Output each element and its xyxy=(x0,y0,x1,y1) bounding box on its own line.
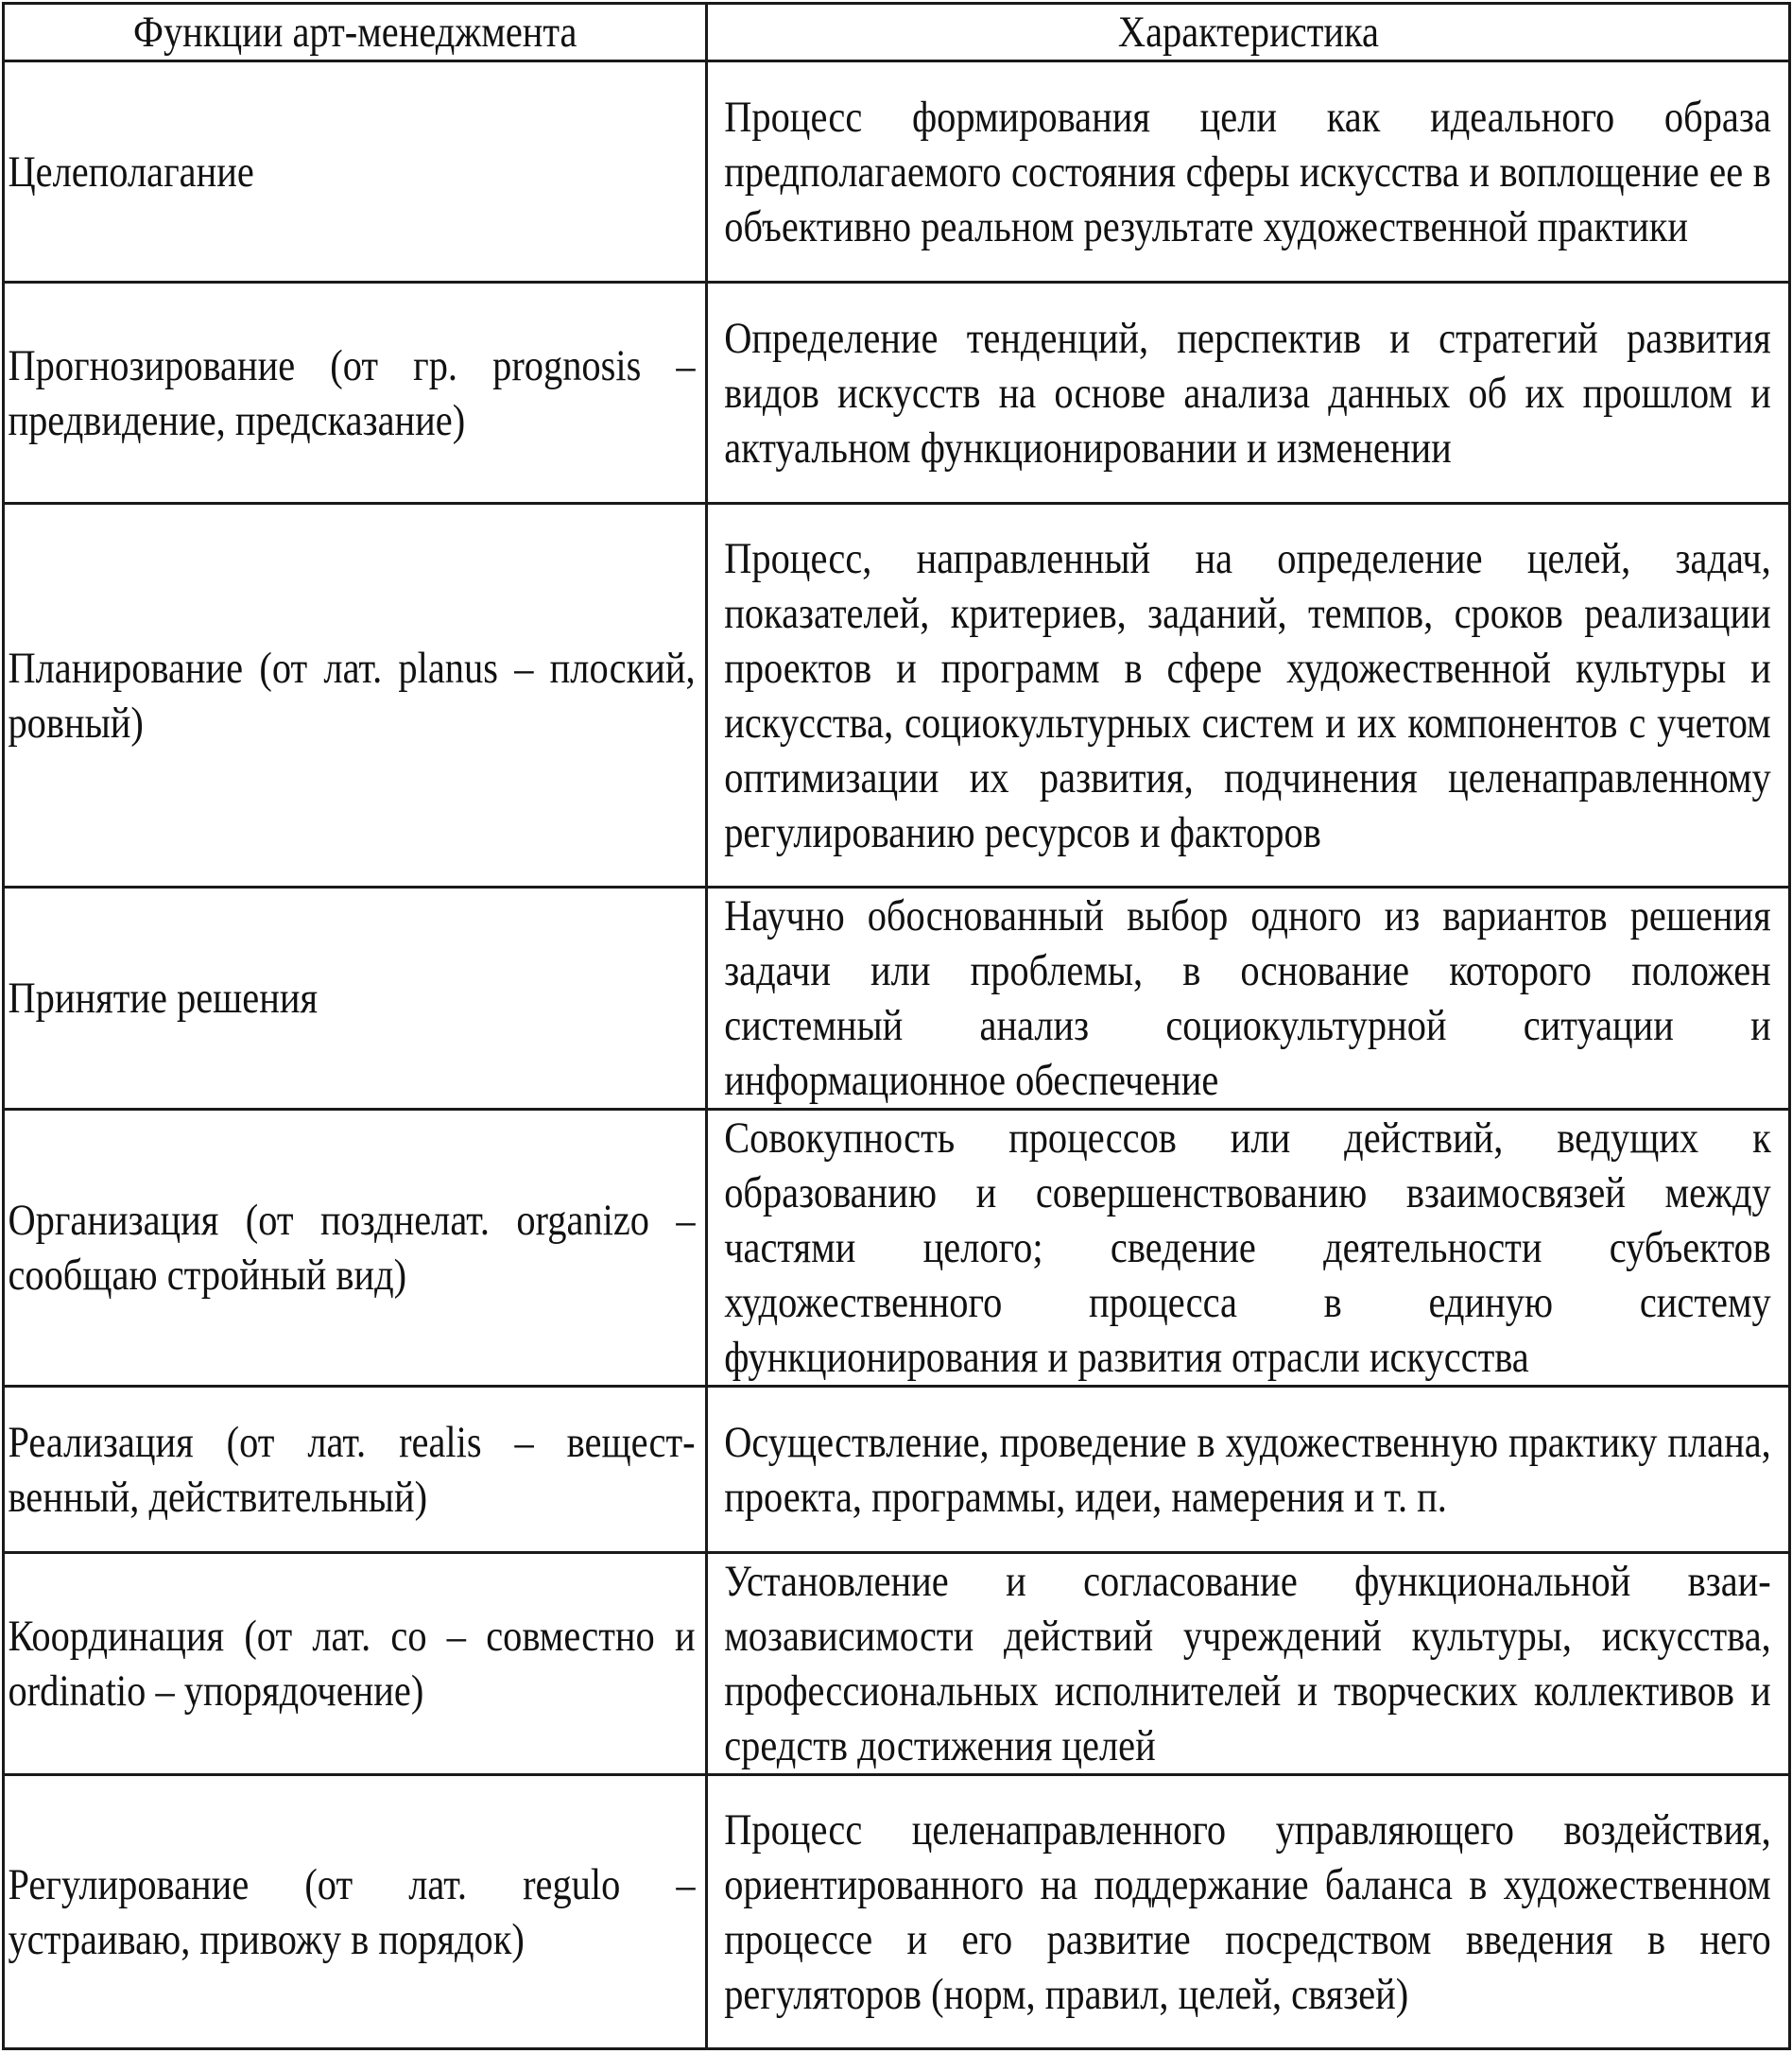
function-name: Организация (от позднелат. organizo – сообщаю стройный вид) xyxy=(8,1196,696,1300)
table-row xyxy=(4,888,1790,1110)
function-cell xyxy=(4,1110,707,1387)
column-header-label: Характеристика xyxy=(1117,8,1379,57)
function-description: Определение тенденций, перспектив и стратегий развития видов искусств на основе анализа данных об их прошлом и актуальном функционировании и изменении xyxy=(724,313,1771,473)
description-cell xyxy=(707,504,1790,888)
function-name: Прогнозирование (от гр. prognosis – предвидение, предсказание) xyxy=(8,340,696,445)
function-description: Процесс, направленный на определение целей, задач, показателей, критериев, заданий, темпов, сроков реализации проектов и программ в сфере художественной культуры и искусства, социокультурных систем и их компонентов с учетом оптимизации их развития, подчинения целенаправленному регулированию ресурсов и факторов xyxy=(724,533,1771,857)
table-row xyxy=(4,1110,1790,1387)
art-management-functions-table xyxy=(2,2,1791,2050)
table-row xyxy=(4,283,1790,504)
function-name: Целеполагание xyxy=(8,147,254,197)
description-cell xyxy=(707,1553,1790,1775)
function-name: Принятие решения xyxy=(8,974,319,1023)
function-name: Реализация (от лат. realis – вещественный, действительный) xyxy=(8,1417,696,1522)
function-cell xyxy=(4,888,707,1110)
column-header-characteristic xyxy=(707,4,1790,61)
function-cell xyxy=(4,61,707,283)
description-cell xyxy=(707,888,1790,1110)
function-cell xyxy=(4,1553,707,1775)
function-name: Планирование (от лат. planus – плоский, ровный) xyxy=(8,643,696,748)
function-description: Установление и согласование функциональной взаимозависимости действий учреждений культуры, искусства, профессиональных исполнителей и творческих коллективов и средств достижения целей xyxy=(724,1557,1771,1770)
table-row xyxy=(4,61,1790,283)
function-cell xyxy=(4,1387,707,1553)
table-header-row xyxy=(4,4,1790,61)
function-cell xyxy=(4,504,707,888)
description-cell xyxy=(707,1387,1790,1553)
function-description: Совокупность процессов или действий, ведущих к образованию и совершенствованию взаимосвязей между частями целого; сведение деятельности субъектов художественного процесса в единую систему функционирования и развития отрасли искусства xyxy=(724,1113,1771,1382)
description-cell xyxy=(707,1110,1790,1387)
table-row xyxy=(4,1387,1790,1553)
table-row xyxy=(4,1553,1790,1775)
description-cell xyxy=(707,61,1790,283)
function-cell xyxy=(4,1775,707,2049)
function-description: Процесс целенаправленного управляющего воздействия, ориентированного на поддержание баланса в художественном процессе и его развитие посредством введения в него регуляторов (норм, правил, целей, связей) xyxy=(724,1804,1771,2019)
column-header-label: Функции арт-менеджмента xyxy=(132,8,577,57)
function-name: Регулирование (от лат. regulo – устраиваю, привожу в порядок) xyxy=(8,1859,696,1964)
column-header-functions xyxy=(4,4,707,61)
function-description: Процесс формирования цели как идеального образа предполагаемого состояния сферы искусства и воплощение ее в объективно реальном результате художественной практики xyxy=(724,92,1771,251)
description-cell xyxy=(707,1775,1790,2049)
function-cell xyxy=(4,283,707,504)
description-cell xyxy=(707,283,1790,504)
function-description: Осуществление, проведение в художественную практику плана, проекта, программы, идеи, намерения и т. п. xyxy=(724,1417,1771,1522)
function-description: Научно обоснованный выбор одного из вариантов решения задачи или проблемы, в основание которого положен системный анализ социокультурной ситуации и информационное обеспечение xyxy=(724,891,1771,1105)
table-row xyxy=(4,504,1790,888)
table-row xyxy=(4,1775,1790,2049)
function-name: Координация (от лат. co – совместно и ordinatio – упорядочение) xyxy=(8,1612,696,1716)
